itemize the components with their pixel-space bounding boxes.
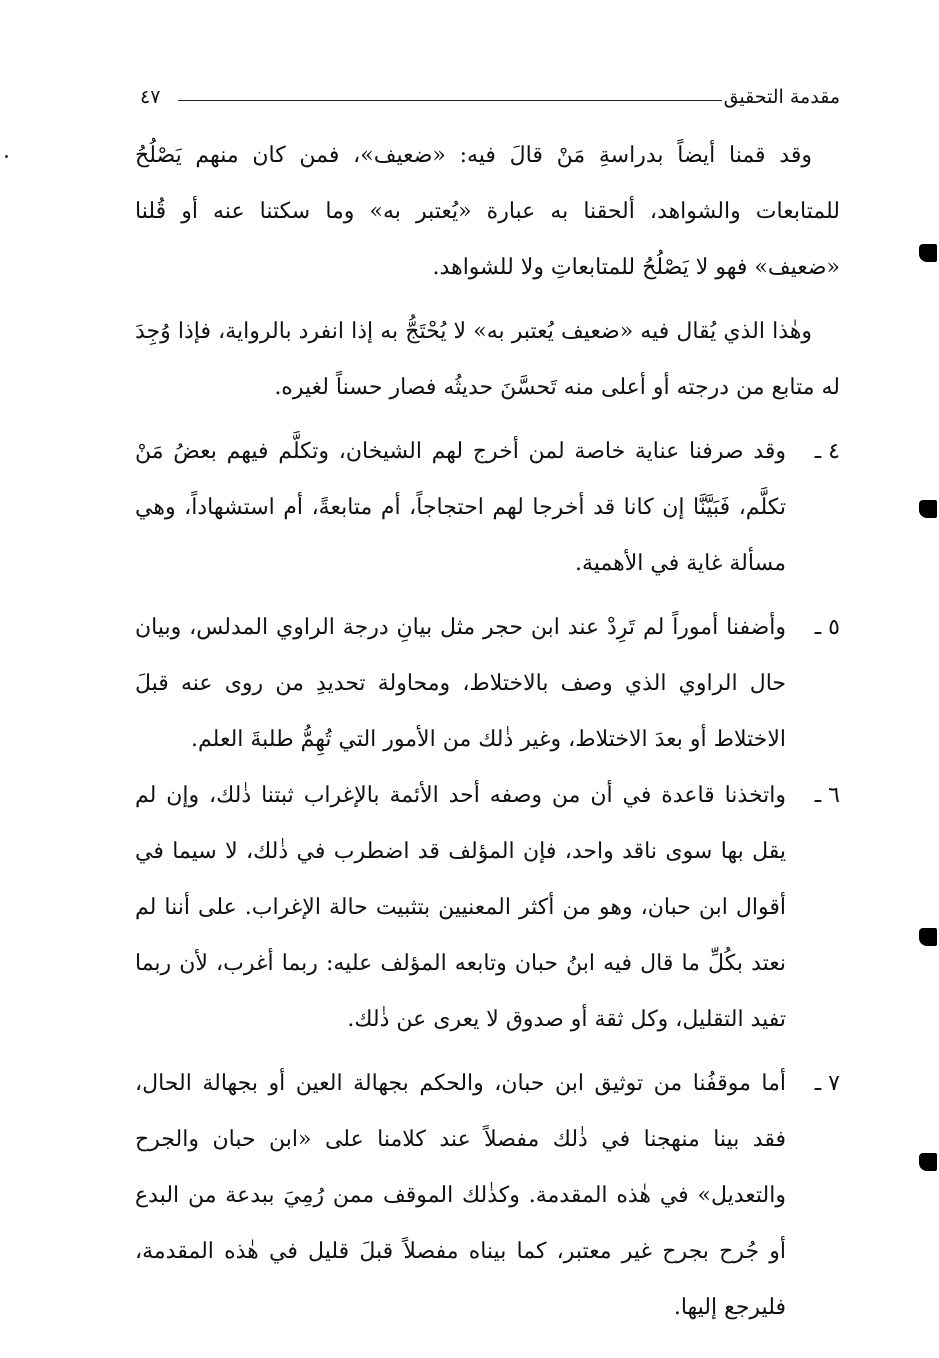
list-item: [135, 424, 840, 592]
page-header: [140, 86, 840, 116]
body-text: [135, 128, 840, 1336]
page-number: ٤٧: [140, 86, 161, 108]
list-item-number: ٤ ـ: [814, 439, 840, 464]
list-item-text: أما موقفُنا من توثيق ابن حبان، والحكم بجهالة العين أو بجهالة الحال، فقد بينا منهجنا في ذٰلك مفصلاً عند كلامنا على «ابن حبان والجرح والتعديل» في هٰذه المقدمة. وكذٰلك الموقف ممن رُمِيَ ببدعة من البدع أو جُرح بجرح غير معتبر، كما بيناه مفصلاً قبلَ قليل في هٰذه المقدمة، فليرجع إليها.: [135, 1071, 786, 1320]
list-item-number: ٧ ـ: [814, 1071, 840, 1096]
paragraph-weak-narrators: وقد قمنا أيضاً بدراسةِ مَنْ قالَ فيه: «ضعيف»، فمن كان منهم يَصْلُحُ للمتابعات والشواهد، ألحقنا به عبارة «يُعتبر به» وما سكتنا عنه أو قُلنا «ضعيف» فهو لا يَصْلُحُ للمتابعاتِ ولا للشواهد.: [135, 143, 840, 280]
margin-marker: [919, 1153, 937, 1171]
list-item-text: واتخذنا قاعدة في أن من وصفه أحد الأئمة بالإغراب ثبتنا ذٰلك، وإن لم يقل بها سوى ناقد واحد، فإن المؤلف قد اضطرب في ذٰلك، لا سيما في أقوال ابن حبان، وهو من أكثر المعنيين بتثبيت حالة الإغراب. على أننا لم نعتد بكُلِّ ما قال فيه ابنُ حبان وتابعه المؤلف عليه: ربما أغرب، لأن ربما تفيد التقليل، وكل ثقة أو صدوق لا يعرى عن ذٰلك.: [135, 783, 786, 1032]
list-item: [135, 600, 840, 768]
running-title: مقدمة التحقيق: [723, 86, 840, 108]
scan-speck: [5, 155, 8, 158]
margin-marker: [919, 928, 937, 946]
list-item-text: وقد صرفنا عناية خاصة لمن أخرج لهم الشيخان، وتكلَّم فيهم بعضُ مَنْ تكلَّم، فَبَيَّنَّا إن كانا قد أخرجا لهم احتجاجاً، أم متابعةً، أم استشهاداً، وهي مسألة غاية في الأهمية.: [135, 439, 786, 576]
list-item-number: ٥ ـ: [814, 615, 840, 640]
list-item: [135, 1056, 840, 1336]
list-item: [135, 768, 840, 1048]
margin-marker: [919, 244, 937, 262]
header-rule: [178, 100, 722, 101]
list-item-number: ٦ ـ: [814, 783, 840, 808]
paragraph-considered-narrators: وهٰذا الذي يُقال فيه «ضعيف يُعتبر به» لا يُحْتَجُّ به إذا انفرد بالرواية، فإذا وُجِدَ له متابع من درجته أو أعلى منه تَحسَّنَ حديثُه فصار حسناً لغيره.: [135, 319, 840, 400]
list-item-text: وأضفنا أموراً لم تَرِدْ عند ابن حجر مثل بيانِ درجة الراوي المدلس، وبيان حال الراوي الذي وصف بالاختلاط، ومحاولة تحديدِ من روى عنه قبلَ الاختلاط أو بعدَ الاختلاط، وغير ذٰلك من الأمور التي تُهِمُّ طلبةَ العلم.: [135, 615, 786, 752]
margin-marker: [919, 500, 937, 518]
